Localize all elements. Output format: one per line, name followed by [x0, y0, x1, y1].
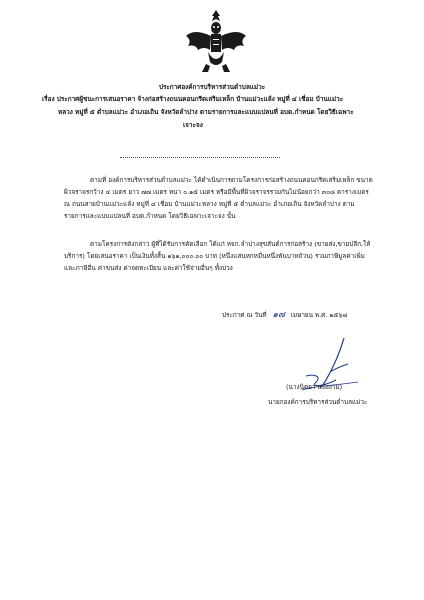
subject-line-2: หลวง หมู่ที่ ๕ ตำบลแม่วะ อำเภอเถิน จังหวัดลำปาง ตามรายการและแบบแปลนที่ อบต.กำหนด โดยวิธีเฉพาะ — [58, 108, 354, 116]
separator-divider — [120, 157, 280, 158]
signer-name: (นางนิตยา แปงงาม) — [286, 383, 343, 391]
paragraph1-line4: รายการและแบบแปลนที่ อบต.กำหนด โดยวิธีเฉพาะเจาะจง นั้น — [64, 212, 236, 220]
subject-line-1: เรื่อง ประกาศผู้ชนะการเสนอราคา จ้างก่อสร้างถนนคอนกรีตเสริมเหล็ก บ้านแม่วะแล้ง หมู่ที่ ๔ เชื่อม บ้านแม่วะ — [42, 95, 344, 103]
paragraph1-line2: ผิวจราจรกว้าง ๔ เมตร ยาว ๗๗ เมตร หนา ๐.๑๕ เมตร หรือมีพื้นที่ผิวจราจรรวมกันไม่น้อยกว่า ๓๐๘ ตารางเมตร — [64, 188, 369, 196]
announce-month-year: เมษายน พ.ศ. ๒๕๖๘ — [290, 311, 348, 319]
paragraph2-line2: บริการ) โดยเสนอราคา เป็นเงินทั้งสิ้น ๑๖๑,๐๐๐.๐๐ บาท (หนึ่งแสนหกหมื่นหนึ่งพันบาทถ้วน) รวมภาษีมูลค่าเพิ่ม — [64, 252, 365, 260]
paragraph2-line1: ตามโครงการดังกล่าว ผู้ที่ได้รับการคัดเลือก ได้แก่ หจก.ลำปางสุขสันต์การก่อสร้าง (ขายส่ง,ขายปลีก,ให้ — [90, 240, 371, 248]
org-announcement-title: ประกาศองค์การบริหารส่วนตำบลแม่วะ — [158, 83, 266, 91]
announce-day-handwritten: ๑๗ — [272, 310, 285, 320]
paragraph1-line1: ตามที่ องค์การบริหารส่วนตำบลแม่วะ ได้ดำเนินการตามโครงการก่อสร้างถนนคอนกรีตเสริมเหล็ก ขนาด — [90, 176, 373, 184]
subject-line-3: เจาะจง — [183, 121, 203, 129]
announce-date — [222, 311, 347, 319]
paragraph1-line3: ณ ถนนสายบ้านแม่วะแล้ง หมู่ที่ ๔ เชื่อม บ้านแม่วะหลวง หมู่ที่ ๕ ตำบลแม่วะ อำเภอเถิน จังหวัดลำปาง ตาม — [64, 200, 355, 208]
paragraph2-line3: และภาษีอื่น ค่าขนส่ง ค่าจดทะเบียน และค่าใช้จ่ายอื่นๆ ทั้งปวง — [64, 264, 233, 272]
garuda-emblem-icon — [184, 6, 248, 76]
announce-prefix: ประกาศ ณ วันที่ — [222, 311, 267, 319]
signer-position: นายกองค์การบริหารส่วนตำบลแม่วะ — [268, 398, 368, 406]
